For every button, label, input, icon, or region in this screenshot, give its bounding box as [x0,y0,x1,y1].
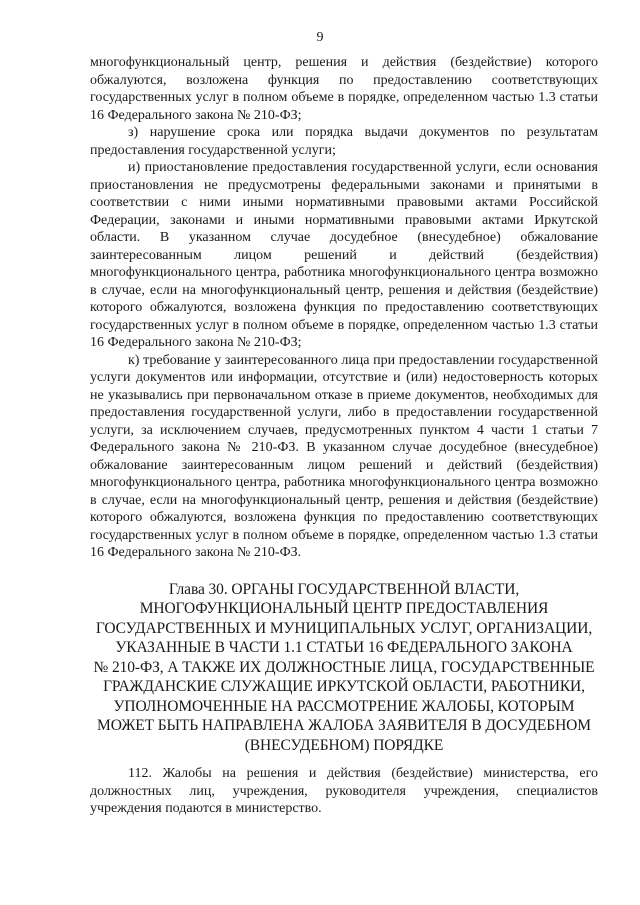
page-number: 9 [316,30,324,45]
chapter-heading-line: УПОЛНОМОЧЕННЫЕ НА РАССМОТРЕНИЕ ЖАЛОБЫ, КОТОРЫМ [113,697,575,715]
chapter-heading-line: ГРАЖДАНСКИЕ СЛУЖАЩИЕ ИРКУТСКОЙ ОБЛАСТИ, РАБОТНИКИ, [103,678,585,695]
chapter-heading-line: № 210-ФЗ, А ТАКЖЕ ИХ ДОЛЖНОСТНЫЕ ЛИЦА, ГОСУДАРСТВЕННЫЕ [93,658,595,676]
paragraph-item-z: з) нарушение срока или порядка выдачи документов по результатам предоставления государственной услуги; [90,125,598,158]
paragraph-item-i: и) приостановление предоставления государственной услуги, если основания приостановления не предусмотрены федеральными законами и принятыми в соответствии с ними иными нормативными правовыми актами Российской Федерации, законами и иными нормативными правовыми актами Иркутской области. В указанном случае досудебное (внесудебное) обжалование заинтересованным лицом решений и действий (бездействия) многофункционального центра, работника многофункционального центра возможно в случае, если на многофункциональный центр, решения и действия (бездействие) которого обжалуются, возложена функция по предоставлению соответствующих государственных услуг в полном объеме в порядке, определенном частью 1.3 статьи 16 Федерального закона № 210-ФЗ; [90,160,598,350]
chapter-heading-line: УКАЗАННЫЕ В ЧАСТИ 1.1 СТАТЬИ 16 ФЕДЕРАЛЬНОГО ЗАКОНА [115,639,573,656]
paragraph-continuation: многофункциональный центр, решения и действия (бездействие) которого обжалуются, возложена функция по предоставлению соответствующих государственных услуг в полном объеме в порядке, определенном частью 1.3 статьи 16 Федерального закона № 210-ФЗ; [90,55,598,123]
chapter-heading-line: Глава 30. ОРГАНЫ ГОСУДАРСТВЕННОЙ ВЛАСТИ, [168,580,520,598]
chapter-heading-line: (ВНЕСУДЕБНОМ) ПОРЯДКЕ [244,736,444,754]
document-body [90,54,598,818]
chapter-heading-line: МНОГОФУНКЦИОНАЛЬНЫЙ ЦЕНТР ПРЕДОСТАВЛЕНИЯ [139,600,549,617]
chapter-heading [90,580,598,756]
chapter-heading-line: МОЖЕТ БЫТЬ НАПРАВЛЕНА ЖАЛОБА ЗАЯВИТЕЛЯ В ДОСУДЕБНОМ [97,717,591,734]
paragraph-112: 112. Жалобы на решения и действия (бездействие) министерства, его должностных лиц, учреждения, руководителя учреждения, специалистов учреждения подаются в министерство. [90,766,598,816]
paragraph-item-k: к) требование у заинтересованного лица при предоставлении государственной услуги документов или информации, отсутствие и (или) недостоверность которых не указывались при первоначальном отказе в приеме документов, необходимых для предоставления государственной услуги, либо в предоставлении государственной услуги, за исключением случаев, предусмотренных пунктом 4 части 1 статьи 7 Федерального закона № 210-ФЗ. В указанном случае досудебное (внесудебное) обжалование заинтересованным лицом решений и действий (бездействия) многофункционального центра, работника многофункционального центра возможно в случае, если на многофункциональный центр, решения и действия (бездействие) которого обжалуются, возложена функция по предоставлению соответствующих государственных услуг в полном объеме в порядке, определенном частью 1.3 статьи 16 Федерального закона № 210-ФЗ. [90,352,598,560]
chapter-heading-line: ГОСУДАРСТВЕННЫХ И МУНИЦИПАЛЬНЫХ УСЛУГ, ОРГАНИЗАЦИИ, [95,619,593,637]
